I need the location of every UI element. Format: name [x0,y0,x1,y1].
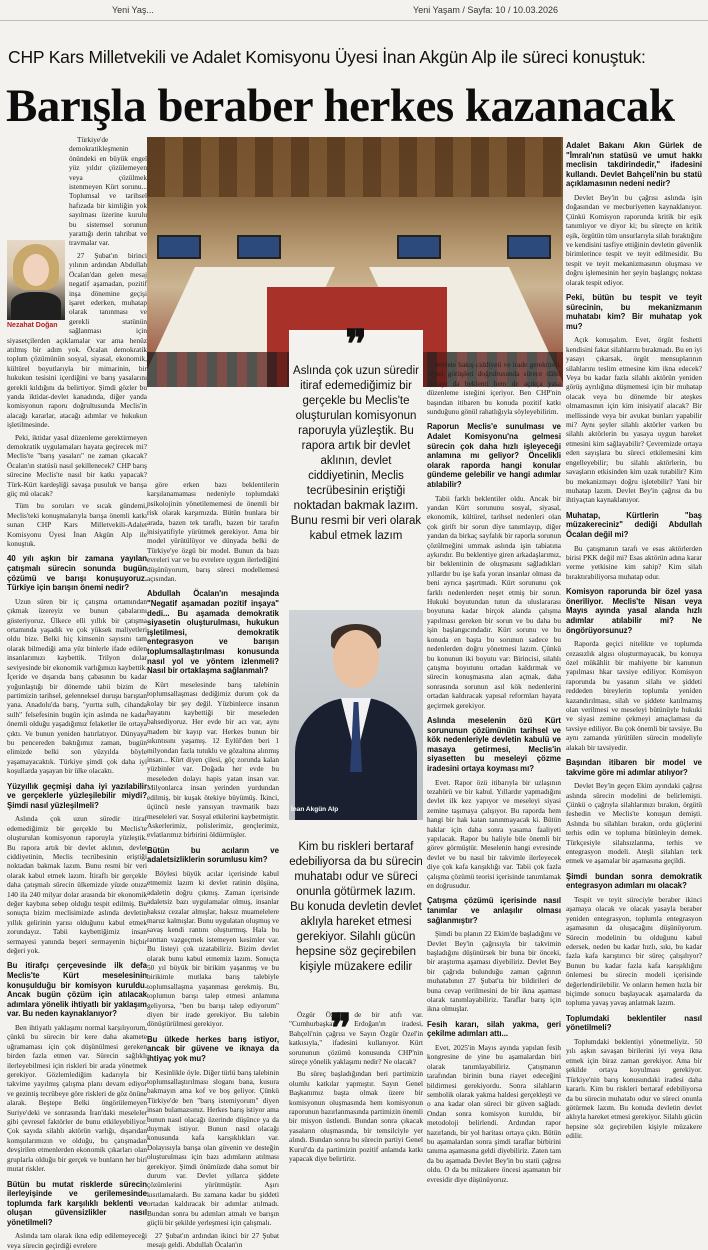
quote-mark-icon: ❞ [330,1006,352,1051]
body-paragraph: Uzun süren bir iç çatışma ortamından çıkmak üzereyiz ve bunun çabalarını gösteriyoruz. Ülkece elli yıllık bir çatışma ortamında yaşadık ve çok yüksek maliyetleri oldu bize. Belki hiç kimsenin sayısını tam olarak bilmediği ama yüz binlerle ifade edilen insanlarımızı kaybettik. Trilyon dolar seviyesinde bir ekonomik varlığımızı kaybettik. İçeride ve dışarıda barış çabasının bu kadar yoğunlaştığı bir dönemde tabii bizim de partimizin tarihsel, gelenneksel duruşu barıştan yana. Anadolu'da barış, "yurtta sulh, cihanda sulh" felsefesinin bugün için aslında ne kadar önemli olduğu yaşadığımız felaketler ile ortaya çıktı. Ve bunun yeniden hatırlatıyor. Dünyaya bu pencereden baktığımız zaman, bugün elimizde belki son yüzyılda böyle yaşamayacaktık. Türkiye şimdi çok daha iyi koşullarda yaşayan bir ülke olacaktı. [7,596,147,776]
body-paragraph: Bu süreç başladığından beri partimizin olumlu katkılar yapmıştır. Sayın Genel Başkanımız başta olmak üzere bir komisyonun oluşmasında hem komisyonun raporunun hazırlanmasında partimizin önemli bir misyon üstlendi. Bundan sonra çıkacak yasaların oluşmasında, bir temsilciyle yer alındı. Bundan sonra bu sürecin partiyi Genel Kurul'da da partimizin pozitif anlamda katkı yapacak diye belirtiriz. [289,1069,423,1164]
interview-question: Yüzyıllık geçmişi daha iyi yazılabilir ve gerçeklerle yüzleşilebilir miydi? Şimdi nasıl yüzleşilmeli? [7,781,147,810]
article-headline: Barışla beraber herkes kazanacak [6,80,675,132]
body-paragraph: Açık konuşalım. Evet, örgüt feshetti kendisini fakat silahlarını bırakmadı. Bu en iyi yasayı çıkarsak, örgüt mensuplarının silahlarını teslim etmesine kim ikna edecek? Veya bu kadar fazla silahlı aktörün yeniden görüş ayrılığına düşmemesi için bir muhatap olacak veya bu dönemde bir ateşkes olmamasının için kim inisiyatif alacak? Bir mellissinde veya bir avukat bunları yapabilir mi? Aynı şeyler silahlı aktörler varken bu silahlı aktörlerin bu yasaya uygun hareket etmesini kim sağlayabilir? Çevremizde ortaya eden sayışlara bu süreci etkilemesini kim engelleyebilir; bu silahlı aktörlerin, bu savaşların etkisinden kim uzak tutabilir? Kim bu mekanizmayı doğru işletebilir? Yani bir muhatap lazım. Devlet Bey'in çağrısı da bu ihtiyaçtan kaynaklanıyor. [566,335,702,505]
interview-question: Adalet Bakanı Akın Gürlek de "İmralı'nın statüsü ve umut hakkı meclisin takdirindedir," ifadesini kullandı. Devlet Bahçeli'nin bu statü açıklamasının nedeni nedir? [566,141,702,189]
interview-question: Raporun Meclis'e sunulması ve Adalet Komisyonu'na gelmesi sürecin çok daha hızlı işleyeceği anlamına mı geliyor? Öncelikli olarak raporda hangi konular gündeme gelebilir ve hangi adımlar atılabilir? [427,422,561,489]
interview-question: Aslında meselenin özü Kürt sorununun çözümünün tarihsel ve kök nedenleriyle devletin kabulü ve masaya getirmesi, Meclis'in siyasetten bu meseleyi çözme iradesini ortaya koyması mı? [427,715,561,773]
interviewee-portrait [289,610,423,820]
pull-quote-2 [289,836,423,1006]
body-paragraph: Ben ihtiyatlı yaklaşımı normal karşılıyorum, çünkü bu sürecin bir kere daha akamete uğramaması için çok düşünülmesi gereken birden fazla etmen var. Sürecin sağlıklı ilerleyebilmesi için riskleri bir arada yönetmek gerekiyor. Gözlemlediğim kadarıyla bir takvime yayılmış çalışma planı devam ediyor ve gezintiş tecrübeye göre riskleri de göz önüne alarak. Beştepe Belki öngörülemeyen Suriye'deki ve sonrasında İran'daki meseleler gibi çevresel faktörler de bunu etkileyebiliyor. Çok sayıda silahlı aktörün varlığı, dışarıdan komşularımızın ve olduğu, bu çatışmadan devşirilen etmenlerden ekonomik çıkarları olan gruplarla olduğu bir gerçek ve bunların her biri mutat riskler. [7,1023,147,1174]
body-paragraph: 27 Şubat'ın birinci yılının ardından Abdullah Öcalan'dan gelen mesaj negatif aşamadan, pozitif inşa dönemine geçişi işaret ederken, muhatap olarak tanınması ve gerekli statünün sağlanması için siyasetçilerden açıklamalar var ama henüz atılmış bir adım yok. Öcalan demokratik toplum çözümünün sosyal, siyasal, ekonomik, kültürel boyutlarıyla bir mimarinin, bir hukukun tesisini içerdiğini ve barış yasalarını gerekli kıldığını da belirtiyor. Şimdi gözler bu yanda iktidar-devlet kanadında, diğer yanda komisyonun raporu doğrultusunda Meclis'in alacağı kararlar, atacağı adımlar ve hukukun işletilmesinde. [7,250,147,430]
article-column-2 [147,480,279,1249]
body-paragraph: Bu çatışmanın tarafı ve esas aktörlerden birisi PKK değil mi? Esas aktörün adına karar verme yetkisine kim sahip? Kim silah bıraktırabiliyorsa muhatap odur. [566,543,702,581]
article-column-4 [566,135,702,1195]
interview-question: Abdullah Öcalan'ın mesajında "Negatif aşamadan pozitif inşaya" dedi... Bu aşamada demokratik siyasetin oluşturulması, hukukun işletilmesi, demokratik entegrasyon ve barışın toplumsallaştırılması konusunda nasıl yol ve yöntem izlenmeli? Nasıl bir ortaklaşma sağlanmalı? [147,589,279,676]
interview-question: Muhatap, Kürtlerin "baş müzakereciniz" dediği Abdullah Öcalan değil mi? [566,510,702,539]
page-header [0,0,708,21]
body-paragraph: Evet. Rapor özü itibarıyla bir uzlaşının tezahürü ve bir kabul. Yıllardır yapmadığını devlet ilk kez yapıyor ve meseleyi siyasi zemine taşımaya çalışıyor. Bu raporda hem hangi bir hak katan tanınmayacak ki. Bütün haklar için daha sonra yasama faaliyeti yapılacak. Rapor bu haliyle bile önemli bir görev görmüştür. Meselenin hangi evresinde devlet ve bu nasıl bir takvimle ilerleyecek diye çok kafa karışıklığı var. Tabii çok fazla çalışma çözümü teorisi içerisinde tanımlamak en doğrusudur. [427,777,561,890]
body-paragraph: Devlet Bey'in bu çağrısı aslında işin doğasından ve mecburiyetten kaynaklanıyor. Çünkü Komisyon raporunda kritik bir eşik tanımlıyor ve diyor ki; bu süreçte en kritik eşik, örgütün tüm unsurlarıyla silah bıraktığını ve kendisini tasfiye ettiğinin devletin güvenlik birimlerince tespit ve teyit edilmesidir. Bu tespit ve teyit mekanizmasının oluşması ve doğru işlemesinin her şeyin başlangıç noktası olarak tespit ediyor. [566,192,702,287]
interview-question: Bu itirafçı çerçevesinde ilk defa Meclis'te Kürt meselesinin konuşulduğu bir komisyon kuruldu. Ancak bugün çözüm için atılacak adımlara yönelik ihtiyatlı bir yaklaşım var. Bu neden kaynaklanıyor? [7,961,147,1019]
interview-question: Şimdi bundan sonra demokratik entegrasyon adımları mı olacak? [566,871,702,891]
interview-question: Bütün bu acıların ve adaletsizliklerin sorumlusu kim? [147,845,279,865]
pull-quote-1 [289,322,423,600]
photo-spacer [7,235,69,331]
body-paragraph: Tüm bu soruları ve sıcak gündemi, Meclis'teki konuşmalarıyla barışa önemli katkı sunan CHP Kars Milletvekili-Adalet Komisyonu Üyesi İnan Akgün Alp ile konuştuk. [7,501,147,549]
interview-question: Fesih kararı, silah yakma, geri çekilme adımları attı... [427,1019,561,1039]
quote-mark-icon: ❞ [345,322,367,367]
interview-question: Bütün bu mutat risklerde sürecin ilerleyişinde ve gerilemesinde toplumda fark karşılıklı beklenti ve oluşan güvensizlikler nasıl yönetilmeli? [7,1179,147,1227]
body-paragraph: 27 Şubat'ın ardından ikinci bir 27 Şubat mesajı geldi. Abdullah Öcalan'ın [147,1230,279,1249]
body-paragraph: Devlet Bey'in geçen Ekim ayındaki çağrısı aslında sürecin modelini de belirlemişti. Çünkü o çağrıyla silahlarınızı bırakın, örgütü feshedin ve Meclis'te konuşun demişti. Aslında bu silahları bırakın, ordu güçlerini terhis edin ve topluma bütünleyin demek. Türkçesiyle silahsızlanma, terhis ve entegrasyon modeli. Ateşli silahları terk etmek ve aşamalar bir aşamasına geçildi. [566,781,702,866]
portrait-caption: İnan Akgün Alp [291,806,339,813]
interview-question: Komisyon raporunda bir özel yasa öneriliyor. Meclis'te Nisan veya Mayıs ayında yasal alanda hızlı adımlar atılabilir mi? Ne öngörüyorsunuz? [566,587,702,635]
interview-question: Başından itibaren bir model ve takvime göre mi adımlar atılıyor? [566,757,702,777]
article-column-1 [7,135,147,1250]
body-paragraph: Şimdi bu planın 22 Ekim'de başladığını ve Devlet Bey'in çağrısıyla bir takvimin başladığını düşünürsek bir buna bir önceki, bir araştırma aşaması diyebiliriz. Devlet Bey bir çağrıda bulunduğu zaman çağrının muhatabının 27 Şubat'ta bir bildirileri de buna cevap verilmesini de bir ikna aşaması olarak tanımlayabiliriz. Taraflar barış için ikna olmuşlar. [427,929,561,1014]
body-paragraph: Toplumdaki beklentiyi yönetmeliyiz. 50 yılı aşkın savaşan birilerini iyi veya ikna etmek için biraz zaman gerekiyor. Ama bir şekilde ortaya koyulması gerekiyor. Türkiye'nin barış konusundaki iradesi daha kararlı. Kim bu riskleri bertaraf edebiliyorsa da bu sürecin muhatabı odur ve süreci onunla götürmek lazım. Bu konuda devletin devlet aklıyla hareket etmesi gerekiyor. Silahlı gücün hepsine söz geçirebilen kişiyle müzakere edilir. [566,1037,702,1141]
interview-question: Bu ülkede herkes barış istiyor, ancak bir güvene ve iknaya da ihtiyaç yok mu? [147,1034,279,1063]
interview-question: Peki, bütün bu tespit ve teyit sürecinin, bu mekanizmanın muhatabı kim? Bir muhatap yok mu? [566,293,702,331]
pull-quote-2-text: Kim bu riskleri bertaraf edebiliyorsa da bu sürecin muhatabı odur ve süreci onunla götürmek lazım. Bu konuda devletin devlet aklıyla hareket etmesi gerekiyor. Silahlı gücün hepsine söz geçirebilen kişiyle müzakere edilir [289,841,423,973]
interview-question: Toplumdaki beklentiler nasıl yönetilmeli? [566,1013,702,1033]
article-column-3-lower [289,1010,423,1200]
body-paragraph: Raporda geçici nitelikte ve toplumda cezasızlık algısı oluşturmayacak, bu konuya özel mükâhlit bir mahiyette bir kanunun yapılması hkar tavsiye ediliyor. Komisyon raporunda bu yasanın silahı ve şiddeti reddeden bireylerin toplumla yeniden kazandırılması, silah ve şiddete katılmamış olan verilmesi ve meseleyi bütünüyle hukuki ve siyasi zemine çekmeyi amaçlaması da tavsiye ediliyor. Bu çok önemli bir tavsiye. Bu aynı zamanda yürütülen sürecin modeliyle alakalı bir tavsiyedir. [566,639,702,752]
body-paragraph: Aslında çok uzun süredir itiraf edemediğimiz bir gerçekle bu Meclis'te oluşturulan komisyonun raporuyla yüzleştik. Bu rapora artık bir devlet aklının, devlet ciddiyetinin, Meclis tecrübesinin eriştiği noktadan bakmak lazım. Bunu resmi bir veri olarak kabul etmek lazım. İtiraflı bir gerçekle daha çatışmalı sürecin ülkemizde yüzde otuza 140 ila 240 milyar dolar arasında bir ekonomik değer kaybına sebep olduğu tespit edilmiş. Bu sonuçta bizim meclisimizde aslında devletin yıllık gelirinin yarısı olduğunu kabul etmek zorundayız. Tabii kaybettiğimiz insan sermayesi yanında beşeri sermayenin hiçbir değeri yok. [7,814,147,956]
body-paragraph: göre erken bazı beklentilerin karşılanamaması nedeniyle toplumdaki psikolojinin yönetilememesi de önemli bir risk olarak karşımızda. Bütün bunlara bir arada, bazen tek taraflı, bazen bir tarafın inisiyatifiyle yürütmek gerekiyor. Ama bir model yürütülüyor ve dünyada belki de Türkiye'ye özgü bir model. Bunun da bazı evreleri var ve bu evrelere uygun ilerlediğini düşünüyorum, barış süreci modellemesi açısından. [147,480,279,584]
article-column-3 [427,360,561,1200]
body-paragraph: Tespit ve teyit süreciyle beraber ikinci aşamaya olacak ve olacak yasayla beraber yeniden entegrasyon, toplumla entegrasyon aşamasının da oluşacağını düşünüyorum. Sürecin modelinin bu olduğunu kabul edersek, neden bu kadar hızlı, sıkı, bu kadar fazla kafa karıştırıcı bir süreç çalışılıyor? Bunun bu kadar fazla kafa karışıklığını önlemesi bu sürecin modeli içerisinde değerlendirilebilir. Ve onların hemen hızla bir biçimde sonucu başlayacak aşamalarda da topluma yavaş yavaş anlatmak lazım. [566,895,702,1008]
interview-question: Çatışma çözümü içerisinde nasıl tanımlar ve anlaşılır olması sağlanmıştır? [427,896,561,925]
body-paragraph: Özgür Özel'e de bir atıfı var. "Cumhurbaşkanı Erdoğan'ın iradesi, Bahçeli'nin çağrısı ve Sayın Özgür Özel'in katkısıyla," ifadesini kullanıyor. Kürt sorununun çözümü konusunda CHP'nin süreçe yönelik yaklaşımı nedir? Ne olacak? [289,1010,423,1067]
interview-question: 40 yılı aşkın bir zamana yayılan çatışmalı sürecin sonunda bugün çözümü ve barışı konuşuyoruz. Türkiye için barışın önemi nedir? [7,554,147,593]
header-page-info: Yeni Yaşam / Sayfa: 10 / 10.03.2026 [413,5,558,15]
body-paragraph: Böylesi büyük acılar içerisinde kabul etmemiz lazım ki devlet ratinin düşüna, adaletin doğru çıkmış. Zaman içerisinde adaletsiz bazı uygulamalar olmuş, insanlar haksız cezalar almışlar, haksız muamelelere maruz kalmışlar. Bunu uygulatan oluşmuş ve savaş kendi rantını oluşturmuş. Hala bu ranttan vazgeçmek istemeyen kesimler var. Bu listeyi çok uzatabiliriz. Bizim devlet olarak bunu kabul etmemiz lazım. Sonuçta 50 yıl büyük bir birikim yaşanmış ve bu birikimle mutlaka barış talebiyle toplumsallaşma yaşanması gerekmiş. Bu, toplumun barışı talep etmesi anlamına geliyorsa, "ben bu barışı talep ediyorum" diyen bir irade gerekiyor. Bu talebin dönüştürülmesi gerekiyor. [147,868,279,1029]
body-paragraph: Türkiye'de demokratikleşmenin önündeki en büyük engel yüz yıldır çözülemeyen veya çözülmek istenmeyen Kürt sorunu... Toplumsal ve tarihsel hafızada bir kimliğin yok sayılması üzerine kurulu bu sistemsel sorunun yarattığı derin tahribat ve travmalar var. [69,135,147,248]
body-paragraph: Evet, 2025'in Mayıs ayında yapılan fesih kongresine de yine bu aşamalardan biri olarak tanımlayabiliriz. Çatışmanın tarafından birinin buna riayet edeceğini bildirmesi gerekiyordu. Sonra silahların sembolik olarak yakma haldesi gerçekleşti ve o ana kadar olan süreci bir güven sağladı. Ondan sonra komisyon kuruldu, bir metodoloji belirlendi. Ardından rapor hazırlandı, bir yol haritası ortaya çıktı. Bütün bu aşamalardan sonra şimdi taraflar birbirini tanıma aşamasına geldi diyebiliriz. Zaten tam da bu aşamada Devlet Bey'in bu statü çağrısı oldu. O da bu müzakere öncesi aşamanın bir evresidir diye düşünüyoruz. [427,1043,561,1184]
body-paragraph: Kürt meselesinde barış talebinin toplumsallaşması dediğimiz durum çok da kolay bir şey değil. Yüzbinlerce insanın hayatını kaybettiği bir meseleden bahsediyoruz. Her evde bir acı var, aynı madem bir kayıp var. Herkes bunun bir sıkıntısını yaşamış. 12 Eylül'den beri 1 milyondan fazla tutuklu ve gözaltına alınmış insan... Kürt diyen çilesi, göç zorunda kalan yüzbinler var. Doğada her evde bu meseleden dolayı hapis yatan insan var. Milyonlarca insan yerinden yurdundan edilmiş, bir kuşak ötekiye büyümüş. İkinci, üçüncü nesle yansıyan travmatik bazı meseleleri var. Sosyal etkilerini kaybetmiştir. Askerlerimiz, polislerimiz, gençlerimiz, evlatlarımız birbirini öldürmüşler. [147,679,279,840]
header-left-label: Yeni Yaş... [112,5,154,15]
author-name: Nezahat Doğan [7,322,58,329]
body-paragraph: Peki, iktidar yasal düzenleme gerektirmeyen demokratik uygulamaları hayata geçirecek mi? Meclis'te "barış yasaları" ne zaman çıkacak? Öcalan'ın statüsü nasıl şekillenecek? CHP barış sürecine Meclis'te nasıl bir katkı yapacak? Türk-Kürt kardeşliği savaşa pusuluk ve barışa güç mü olacak? [7,432,147,499]
body-paragraph: Aslında tam olarak ikna edip edilemeyeceği veya sürecin geçirdiği evrelere [7,1231,147,1250]
article-kicker: CHP Kars Milletvekili ve Adalet Komisyonu Üyesi İnan Akgün Alp ile süreci konuştuk: [8,47,646,67]
body-paragraph: Tabii farklı beklentiler oldu. Ancak bir yandan Kürt sorununu sosyal, siyasal, ekonomik, kültürel, tarihsel nedenleri olan çok girift bir sorun diye tanımlayıp, diğer yandan da birkaç sayfalık bir raporla sorunun çözülmeğini ummak aslında işin tabiatına aykırıdır. Bu beklentiye giren arkadaşlarımız, bir beklentinin de oluşmasını sağladıkları yıllardır bu işe kafa yoran insanlar olması da beni ayrıca şaşırtmadı. Kürt sorununu çok farklı nedenlerden neşet etmiş bir sorun. Hukuki boyutundan tutun da uluslararası boyutuna kadar birçok alanda çalışma yapılması gereken bir sorun ve bu daha bu işin başlangıcındadır. Kürt sorunu ve bu konuda en başta bu sorunun sadece bu nedenlerden doğru yönetmesi lazım. Çünkü bu konunun iki boyutu var: Birincisi, silahlı çatışma boyutunu ortadan kaldırmak ve sürecin konuşmasına alan açmak, daha sonrasında sorunun asıl kök nedenlerini ortadan kaldıracak yapısal reformları hayata geçirmek gerekiyor. [427,493,561,710]
body-paragraph: Kesinlikle öyle. Diğer türlü barış talebinin toplumsallaştırılması sloganı bana, kusura bakmayın ama kof ve boş geliyor. Çünkü Türkiye'de ben "barış istemiyorum" diyen insan bulamazsınız. Herkes barış istiyor ama bunun nasıl olacağı üzerinde düşünce ya da duymak istiyor. Bunun nasıl olacağı konusunda kafa karışıklıkları var. Dolayısıyla barışa olan güvenin ve desteğin oluşturulması için bazı adımların atılması gerekiyor. Şimdi önümüzde daha somut bir durum var. Devlet yıllarca şiddete çözümlerini yürütmüştür. Aşırı kısıtlamalardı. Bu zamana kadar bu şiddeti ortadan kaldıracak bir adımlar atılmadı. Bundan sonra bu adımları atmalı ve barışın güçlü bir şekilde yerleşmesi için çalışmalı. [147,1067,279,1228]
body-paragraph: devlete bakış ciddiyeti ve irade gerektiren, siyasi görüşleri doğrultusunda sürece dâhil olmayı da beklenti hem de açıkça yasa düzenleme isteğini içeriyor. Ben CHP'nin başından itibaren bu konuda pozitif katkı sunduğunu gönül rahatlığıyla söyleyebilirim. [427,360,561,417]
pull-quote-1-text: Aslında çok uzun süredir itiraf edemediğimiz bir gerçekle bu Meclis'te oluşturulan komisyonun raporuyla yüzleştik. Bu rapora artık bir devlet aklının, devlet ciddiyetinin, Meclis tecrübesinin eriştiği noktadan bakmak lazım. Bunu resmi bir veri olarak kabul etmek lazım [290,365,422,542]
